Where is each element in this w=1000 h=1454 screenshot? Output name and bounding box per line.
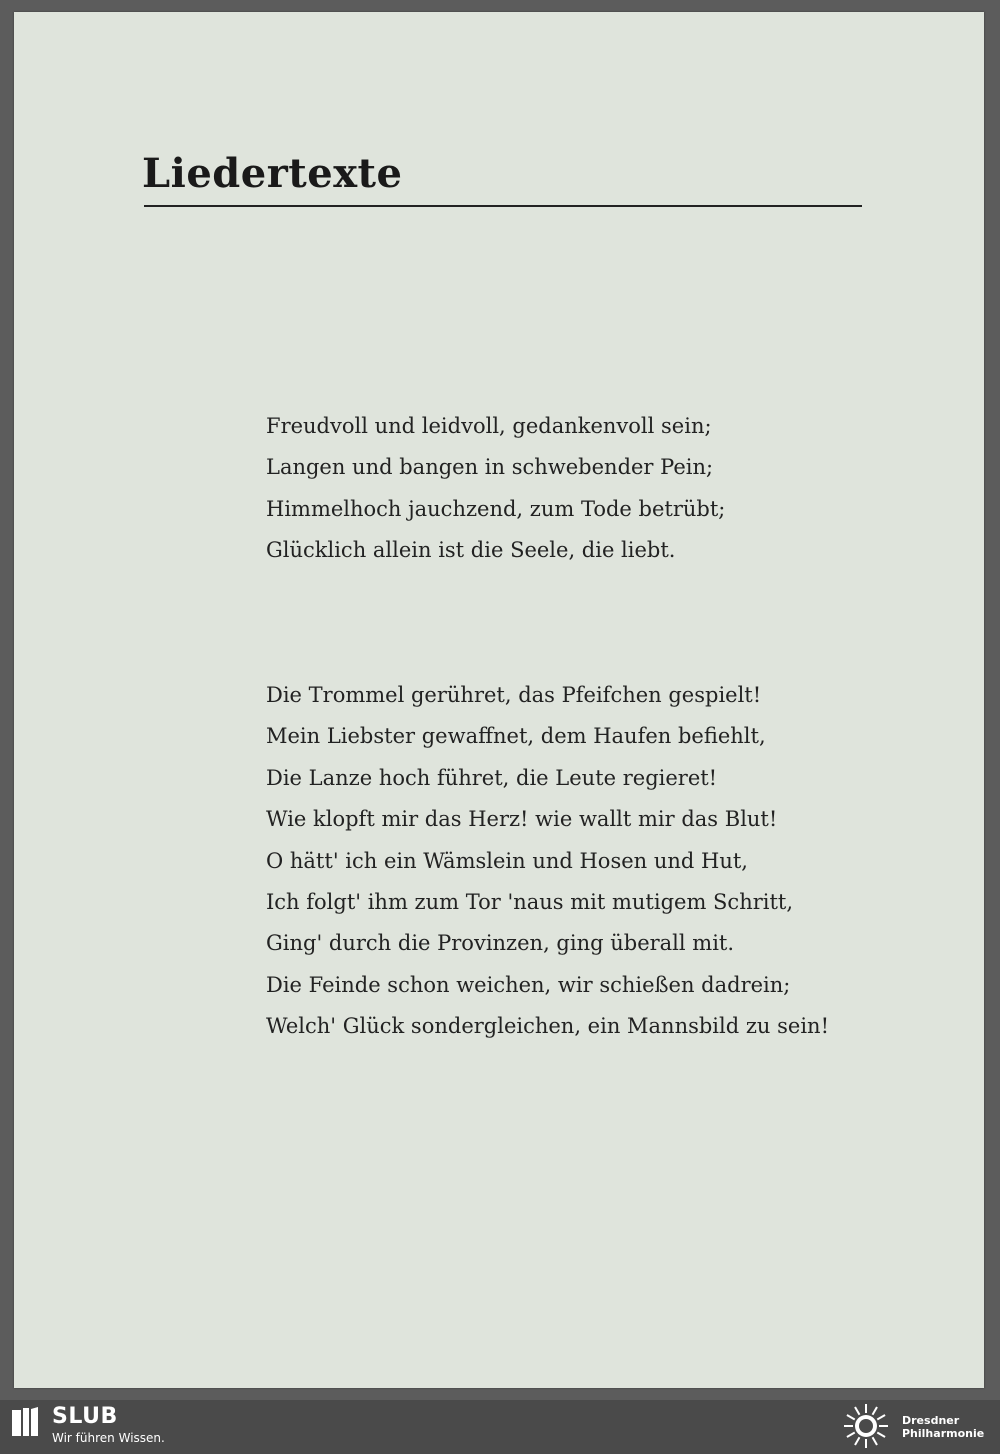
verse-line: Wie klopft mir das Herz! wie wallt mir das Blut! xyxy=(266,807,778,832)
title-divider xyxy=(144,205,862,207)
library-name[interactable]: SLUB xyxy=(52,1404,118,1429)
sunburst-icon[interactable] xyxy=(842,1402,890,1450)
verse-line: Langen und bangen in schwebender Pein; xyxy=(266,455,714,480)
partner-name xyxy=(902,1414,984,1440)
verse-line: Ging' durch die Provinzen, ging überall mit. xyxy=(266,931,735,956)
page-title: Liedertexte xyxy=(142,150,403,197)
verse-line: Die Trommel gerühret, das Pfeifchen gespielt! xyxy=(266,683,762,707)
verse-line: Die Feinde schon weichen, wir schießen dadrein; xyxy=(266,972,791,997)
verse-line: Die Lanze hoch führet, die Leute regieret! xyxy=(266,765,718,790)
viewer-footer xyxy=(0,1400,1000,1451)
stanza-2 xyxy=(266,675,829,1048)
verse-line: O hätt' ich ein Wämslein und Hosen und Hut, xyxy=(266,848,748,873)
book-stack-icon[interactable] xyxy=(12,1406,38,1438)
partner-name-line2: Philharmonie xyxy=(902,1427,985,1440)
verse-line: Freudvoll und leidvoll, gedankenvoll sein; xyxy=(266,414,712,438)
library-tagline: Wir führen Wissen. xyxy=(52,1431,165,1445)
partner-name-line1: Dresdner xyxy=(902,1414,960,1427)
verse-line: Mein Liebster gewaffnet, dem Haufen befiehlt, xyxy=(266,724,766,749)
stanza-1 xyxy=(266,406,725,572)
verse-line: Himmelhoch jauchzend, zum Tode betrübt; xyxy=(266,496,726,521)
verse-line: Welch' Glück sondergleichen, ein Mannsbild zu sein! xyxy=(266,1014,830,1039)
verse-line: Glücklich allein ist die Seele, die liebt. xyxy=(266,538,676,563)
document-page xyxy=(14,12,984,1388)
verse-line: Ich folgt' ihm zum Tor 'naus mit mutigem Schritt, xyxy=(266,890,794,915)
